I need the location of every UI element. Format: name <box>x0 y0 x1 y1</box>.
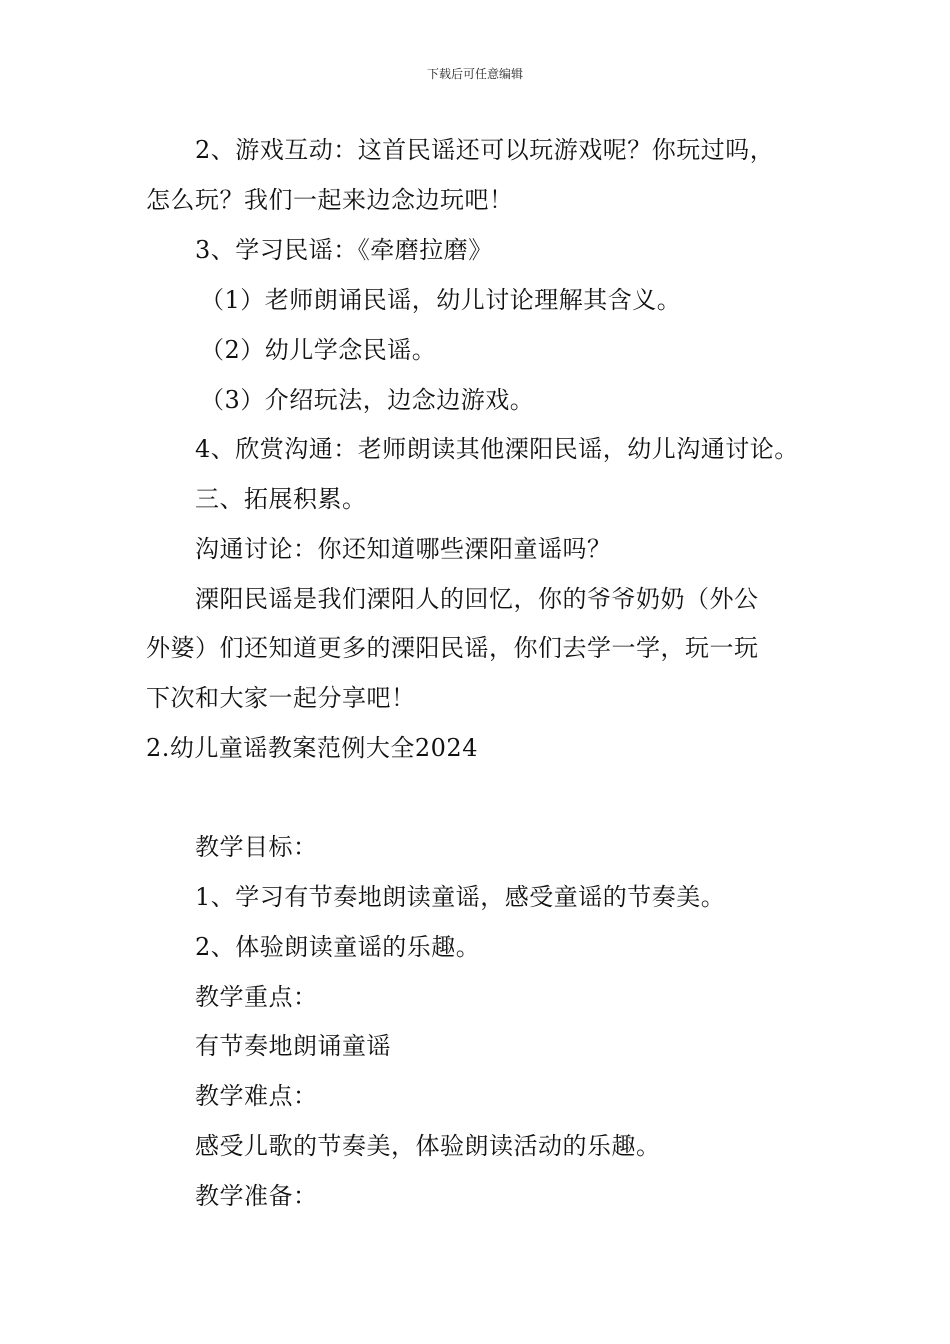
heading-teaching-preparation: 教学准备： <box>195 1182 318 1210</box>
step-children-learn: （2）幼儿学念民谣。 <box>200 336 437 364</box>
section-title: 2.幼儿童谣教案范例大全2024 <box>146 734 478 762</box>
paragraph-appreciate-communicate: 4、欣赏沟通：老师朗读其他溧阳民谣，幼儿沟通讨论。 <box>195 435 799 463</box>
page-header: 下载后可任意编辑 <box>426 67 523 81</box>
text-teaching-key-points: 有节奏地朗诵童谣 <box>195 1032 391 1060</box>
paragraph-ballad-memory-line3: 下次和大家一起分享吧！ <box>146 684 416 712</box>
text-teaching-difficulty: 感受儿歌的节奏美，体验朗读活动的乐趣。 <box>195 1132 661 1160</box>
paragraph-game-interaction-line1: 2、游戏互动：这首民谣还可以玩游戏呢？你玩过吗， <box>195 136 775 164</box>
heading-teaching-goals: 教学目标： <box>195 833 318 861</box>
step-introduce-play: （3）介绍玩法，边念边游戏。 <box>200 386 535 414</box>
goal-item-1: 1、学习有节奏地朗读童谣，感受童谣的节奏美。 <box>195 883 726 911</box>
heading-teaching-key-points: 教学重点： <box>195 983 318 1011</box>
goal-item-2: 2、体验朗读童谣的乐趣。 <box>195 933 481 961</box>
paragraph-discussion: 沟通讨论：你还知道哪些溧阳童谣吗？ <box>195 535 612 563</box>
paragraph-game-interaction-line2: 怎么玩？我们一起来边念边玩吧！ <box>146 186 514 214</box>
step-teacher-recite: （1）老师朗诵民谣，幼儿讨论理解其含义。 <box>200 286 682 314</box>
paragraph-ballad-memory-line2: 外婆）们还知道更多的溧阳民谣，你们去学一学，玩一玩 <box>146 634 759 662</box>
paragraph-extension: 三、拓展积累。 <box>195 485 367 513</box>
paragraph-ballad-memory-line1: 溧阳民谣是我们溧阳人的回忆，你的爷爷奶奶（外公 <box>195 585 759 613</box>
heading-teaching-difficulty: 教学难点： <box>195 1082 318 1110</box>
paragraph-learn-ballad: 3、学习民谣：《牵磨拉磨》 <box>195 236 493 264</box>
